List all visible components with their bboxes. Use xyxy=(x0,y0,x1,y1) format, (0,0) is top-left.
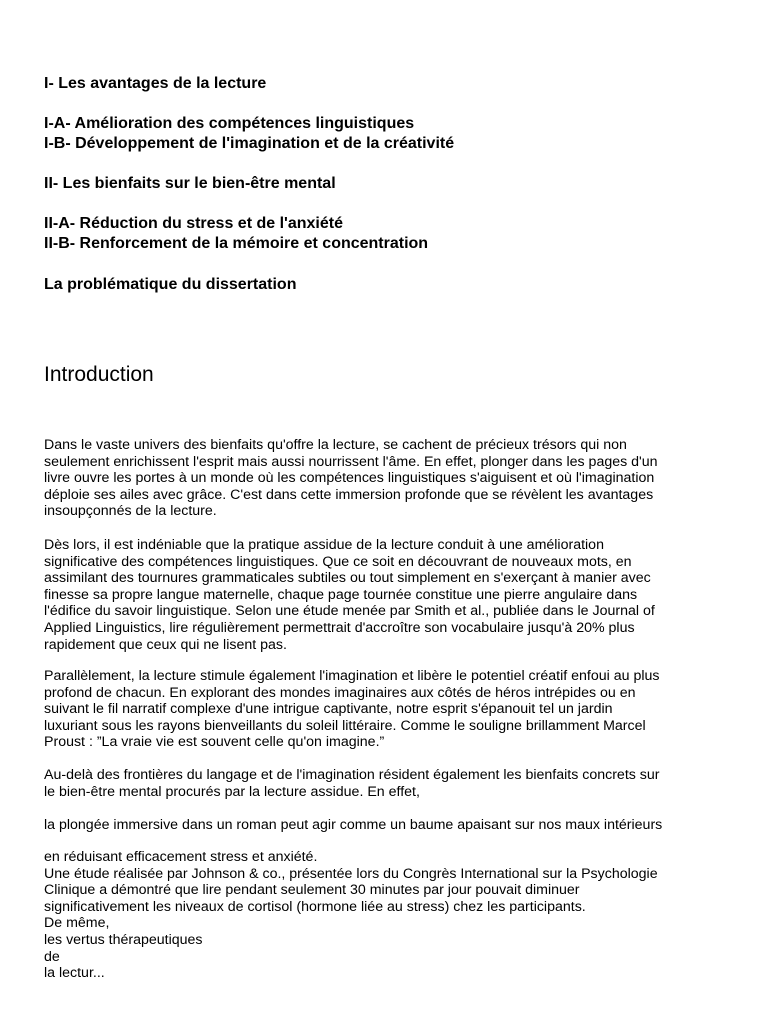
intro-paragraph-3 xyxy=(44,668,734,751)
paragraph-line: Dès lors, il est indéniable que la pratique assidue de la lecture conduit à une amélioration xyxy=(44,537,604,553)
outline-part-2a: II-A- Réduction du stress et de l'anxiété xyxy=(44,215,343,232)
paragraph-line: Une étude réalisée par Johnson & co., présentée lors du Congrès International sur la Psychologie xyxy=(44,865,658,882)
paragraph-line: de xyxy=(44,948,60,965)
paragraph-line: rapidement que ceux qui ne lisent pas. xyxy=(44,636,287,653)
paragraph-line: le bien-être mental procurés par la lecture assidue. En effet, xyxy=(44,783,420,800)
paragraph-line: Applied Linguistics, lire régulièrement permettrait d'accroître son vocabulaire jusqu'à 20% plus xyxy=(44,619,635,636)
paragraph-line: livre ouvre les portes à un monde où les compétences linguistiques s'aiguisent et où l'imagination xyxy=(44,470,655,487)
intro-paragraph-1 xyxy=(44,437,734,520)
intro-paragraph-6 xyxy=(44,849,734,982)
paragraph-line: luxuriant sous les rayons bienveillants du soleil littéraire. Comme le souligne brillamment Marcel xyxy=(44,717,646,734)
outline-part-1a: I-A- Amélioration des compétences linguistiques xyxy=(44,115,415,132)
paragraph-line: seulement enrichissent l'esprit mais aussi nourrissent l'âme. En effet, plonger dans les pages d'un xyxy=(44,453,658,470)
outline-problematique: La problématique du dissertation xyxy=(44,276,297,293)
paragraph-line: Clinique a démontré que lire pendant seulement 30 minutes par jour pouvait diminuer xyxy=(44,882,580,899)
paragraph-line: déploie ses ailes avec grâce. C'est dans cette immersion profonde que se révèlent les avantages xyxy=(44,486,654,503)
paragraph-line: Dans le vaste univers des bienfaits qu'offre la lecture, se cachent de précieux trésors qui non xyxy=(44,437,627,453)
outline-part-2: II- Les bienfaits sur le bien-être mental xyxy=(44,175,336,192)
paragraph-line: en réduisant efficacement stress et anxiété. xyxy=(44,849,318,865)
paragraph-line: insoupçonnés de la lecture. xyxy=(44,503,217,520)
intro-paragraph-2 xyxy=(44,537,734,653)
paragraph-line: significative des compétences linguistiques. Que ce soit en découvrant de nouveaux mots, en xyxy=(44,553,632,570)
paragraph-line: la lectur... xyxy=(44,965,105,982)
paragraph-line: significativement les niveaux de cortisol (hormone liée au stress) chez les participants. xyxy=(44,898,586,915)
intro-paragraph-4 xyxy=(44,767,734,800)
outline-part-1: I- Les avantages de la lecture xyxy=(44,75,267,92)
paragraph-line: profond de chacun. En explorant des mondes imaginaires aux côtés de héros intrépides ou en xyxy=(44,684,636,701)
paragraph-line: la plongée immersive dans un roman peut agir comme un baume apaisant sur nos maux intérieurs xyxy=(44,817,663,833)
paragraph-line: suivant le fil narratif complexe d'une intrigue captivante, notre esprit s'épanouit tel un jardin xyxy=(44,701,613,718)
outline-part-2b: II-B- Renforcement de la mémoire et concentration xyxy=(44,235,429,252)
paragraph-line: l'édifice du savoir linguistique. Selon une étude menée par Smith et al., publiée dans le Journal of xyxy=(44,603,655,620)
introduction-heading: Introduction xyxy=(44,363,154,386)
paragraph-line: Proust : ”La vraie vie est souvent celle qu'on imagine.” xyxy=(44,734,385,751)
intro-paragraph-5 xyxy=(44,817,734,834)
paragraph-line: finesse sa propre langue maternelle, chaque page tournée constitue une pierre angulaire dans xyxy=(44,586,638,603)
paragraph-line: De même, xyxy=(44,915,110,932)
paragraph-line: Parallèlement, la lecture stimule également l'imagination et libère le potentiel créatif enfoui au plus xyxy=(44,668,660,684)
outline-part-1b: I-B- Développement de l'imagination et de la créativité xyxy=(44,135,455,152)
paragraph-line: Au-delà des frontières du langage et de l'imagination résident également les bienfaits concrets sur xyxy=(44,767,660,783)
paragraph-line: assimilant des tournures grammaticales subtiles ou tout simplement en s'exerçant à manier avec xyxy=(44,570,651,587)
paragraph-line: les vertus thérapeutiques xyxy=(44,931,203,948)
